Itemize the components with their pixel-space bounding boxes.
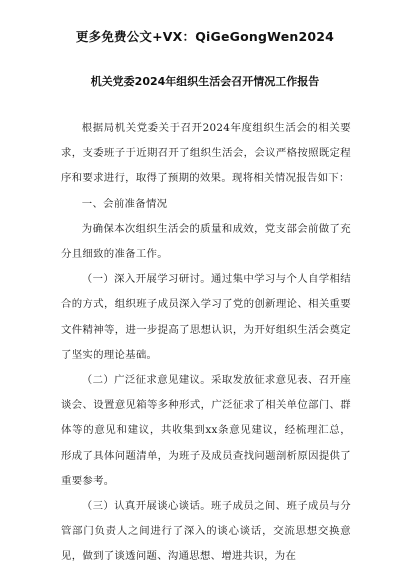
body-paragraph: （一）深入开展学习研讨。通过集中学习与个人自学相结合的方式，组织班子成员深入学习了党的创新理论、相关重要文件精神等，进一步提高了思想认识，为开好组织生活会奠定了坚实的理论基础。 bbox=[61, 273, 351, 361]
section-heading: 一、会前准备情况 bbox=[81, 197, 168, 210]
intro-paragraph: 根据局机关党委关于召开2024年度组织生活会的相关要求，支委班子于近期召开了组织生活会，会议严格按照既定程序和要求进行，取得了预期的效果。现将相关情况报告如下： bbox=[61, 122, 351, 185]
promo-header: 更多免费公文+VX：QiGeGongWen2024 bbox=[75, 29, 335, 44]
document-title: 机关党委2024年组织生活会召开情况工作报告 bbox=[90, 75, 320, 88]
body-paragraph: 为确保本次组织生活会的质量和成效，党支部会前做了充分且细致的准备工作。 bbox=[61, 222, 351, 261]
body-paragraph: （三）认真开展谈心谈话。班子成员之间、班子成员与分管部门负责人之间进行了深入的谈心谈话，交流思想交换意见，做到了谈透问题、沟通思想、增进共识，为在 bbox=[61, 500, 351, 563]
document-body bbox=[61, 116, 351, 570]
body-paragraph: （二）广泛征求意见建议。采取发放征求意见表、召开座谈会、设置意见箱等多种形式，广泛征求了相关单位部门、群体等的意见和建议，共收集到xx条意见建议，经梳理汇总，形成了具体问题清单，为班子及成员查找问题剖析原因提供了重要参考。 bbox=[61, 374, 351, 487]
